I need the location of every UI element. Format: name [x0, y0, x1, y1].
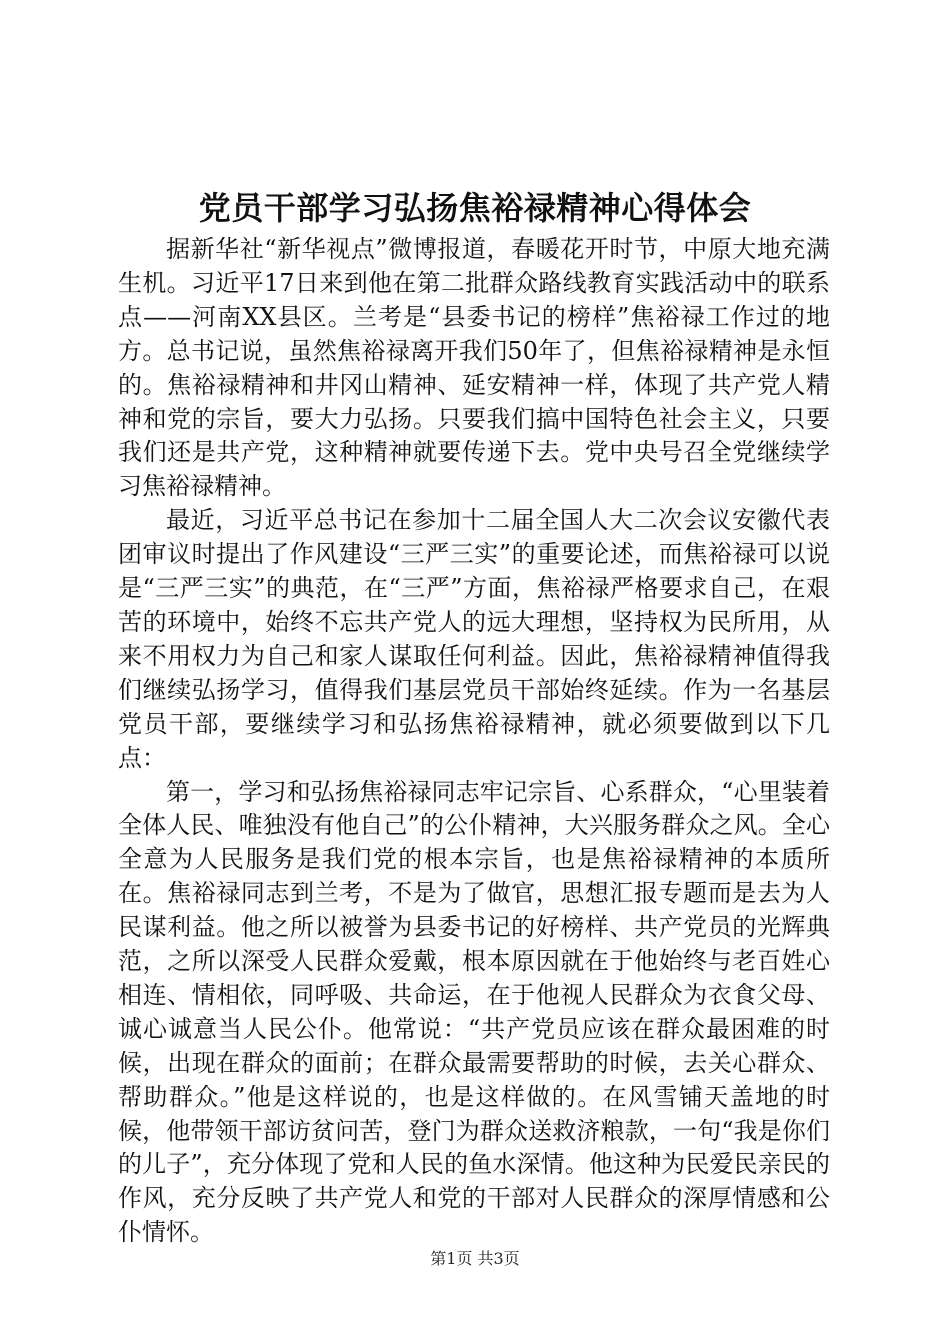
document-body — [118, 233, 830, 1250]
paragraph-1: 据新华社“新华视点”微博报道，春暖花开时节，中原大地充满生机。习近平17日来到他在第二批群众路线教育实践活动中的联系点——河南XX县区。兰考是“县委书记的榜样”焦裕禄工作过的地方。总书记说，虽然焦裕禄离开我们50年了，但焦裕禄精神是永恒的。焦裕禄精神和井冈山精神、延安精神一样，体现了共产党人精神和党的宗旨，要大力弘扬。只要我们搞中国特色社会主义，只要我们还是共产党，这种精神就要传递下去。党中央号召全党继续学习焦裕禄精神。 — [118, 235, 830, 501]
document-title: 党员干部学习弘扬焦裕禄精神心得体会 — [198, 189, 752, 227]
paragraph-2: 最近，习近平总书记在参加十二届全国人大二次会议安徽代表团审议时提出了作风建设“三严三实”的重要论述，而焦裕禄可以说是“三严三实”的典范，在“三严”方面，焦裕禄严格要求自己，在艰苦的环境中，始终不忘共产党人的远大理想，坚持权为民所用，从来不用权力为自己和家人谋取任何利益。因此，焦裕禄精神值得我们继续弘扬学习，值得我们基层党员干部始终延续。作为一名基层党员干部，要继续学习和弘扬焦裕禄精神，就必须要做到以下几点： — [118, 506, 830, 772]
page-number-footer: 第1页 共3页 — [430, 1249, 520, 1268]
paragraph-3: 第一，学习和弘扬焦裕禄同志牢记宗旨、心系群众，“心里装着全体人民、唯独没有他自己”的公仆精神，大兴服务群众之风。全心全意为人民服务是我们党的根本宗旨，也是焦裕禄精神的本质所在。焦裕禄同志到兰考，不是为了做官，思想汇报专题而是去为人民谋利益。他之所以被誉为县委书记的好榜样、共产党员的光辉典范，之所以深受人民群众爱戴，根本原因就在于他始终与老百姓心相连、情相依，同呼吸、共命运，在于他视人民群众为衣食父母、诚心诚意当人民公仆。他常说：“共产党员应该在群众最困难的时候，出现在群众的面前；在群众最需要帮助的时候，去关心群众、帮助群众。”他是这样说的，也是这样做的。在风雪铺天盖地的时候，他带领干部访贫问苦，登门为群众送救济粮款，一句“我是你们的儿子”，充分体现了党和人民的鱼水深情。他这种为民爱民亲民的作风，充分反映了共产党人和党的干部对人民群众的深厚情感和公仆情怀。 — [118, 777, 830, 1247]
